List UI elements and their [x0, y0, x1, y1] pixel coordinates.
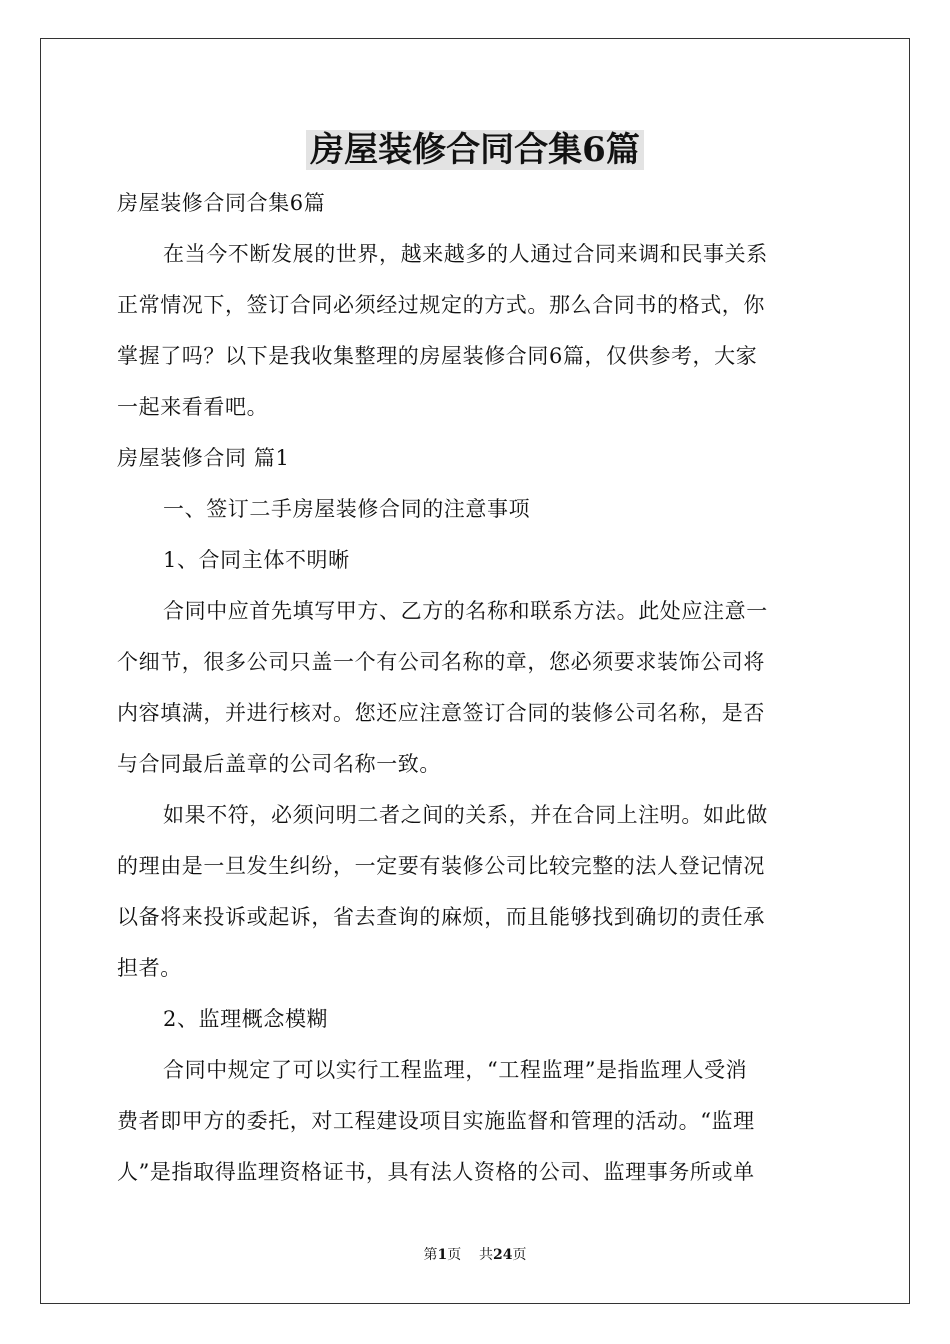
paragraph-line: 正常情况下，签订合同必须经过规定的方式。那么合同书的格式，你 — [117, 293, 765, 317]
paragraph-line: 合同中规定了可以实行工程监理，“工程监理”是指监理人受消 — [163, 1058, 748, 1082]
current-page-number: 1 — [437, 1247, 448, 1263]
paragraph-line: 以备将来投诉或起诉，省去查询的麻烦，而且能够找到确切的责任承 — [117, 905, 765, 929]
total-page-count: 24 — [493, 1247, 513, 1263]
subtitle-line: 房屋装修合同合集6篇 — [117, 191, 326, 215]
page-number-prefix: 第 — [423, 1247, 438, 1263]
document-body — [117, 178, 833, 1198]
section-heading: 房屋装修合同 篇1 — [117, 446, 290, 470]
paragraph-line: 担者。 — [117, 956, 182, 980]
item-heading: 1、合同主体不明晰 — [163, 548, 350, 572]
paragraph-line: 内容填满，并进行核对。您还应注意签订合同的装修公司名称，是否 — [117, 701, 765, 725]
paragraph-line: 合同中应首先填写甲方、乙方的名称和联系方法。此处应注意一 — [163, 599, 768, 623]
paragraph-line: 个细节，很多公司只盖一个有公司名称的章，您必须要求装饰公司将 — [117, 650, 765, 674]
page-number-mid: 页 共 — [447, 1247, 494, 1263]
paragraph-line: 掌握了吗？以下是我收集整理的房屋装修合同6篇，仅供参考，大家 — [117, 344, 758, 368]
paragraph-line: 与合同最后盖章的公司名称一致。 — [117, 752, 441, 776]
page-number-suffix: 页 — [512, 1247, 527, 1263]
document-title — [0, 128, 950, 172]
item-heading: 2、监理概念模糊 — [163, 1007, 329, 1031]
paragraph-line: 人”是指取得监理资格证书，具有法人资格的公司、监理事务所或单 — [117, 1160, 755, 1184]
document-title-text: 房屋装修合同合集6篇 — [306, 130, 644, 170]
paragraph-line: 如果不符，必须问明二者之间的关系，并在合同上注明。如此做 — [163, 803, 768, 827]
paragraph-line: 在当今不断发展的世界，越来越多的人通过合同来调和民事关系 — [163, 242, 768, 266]
paragraph-line: 的理由是一旦发生纠纷，一定要有装修公司比较完整的法人登记情况 — [117, 854, 765, 878]
paragraph-line: 费者即甲方的委托，对工程建设项目实施监督和管理的活动。“监理 — [117, 1109, 755, 1133]
subsection-heading: 一、签订二手房屋装修合同的注意事项 — [163, 497, 531, 521]
page-footer — [0, 1246, 950, 1264]
paragraph-line: 一起来看看吧。 — [117, 395, 269, 419]
